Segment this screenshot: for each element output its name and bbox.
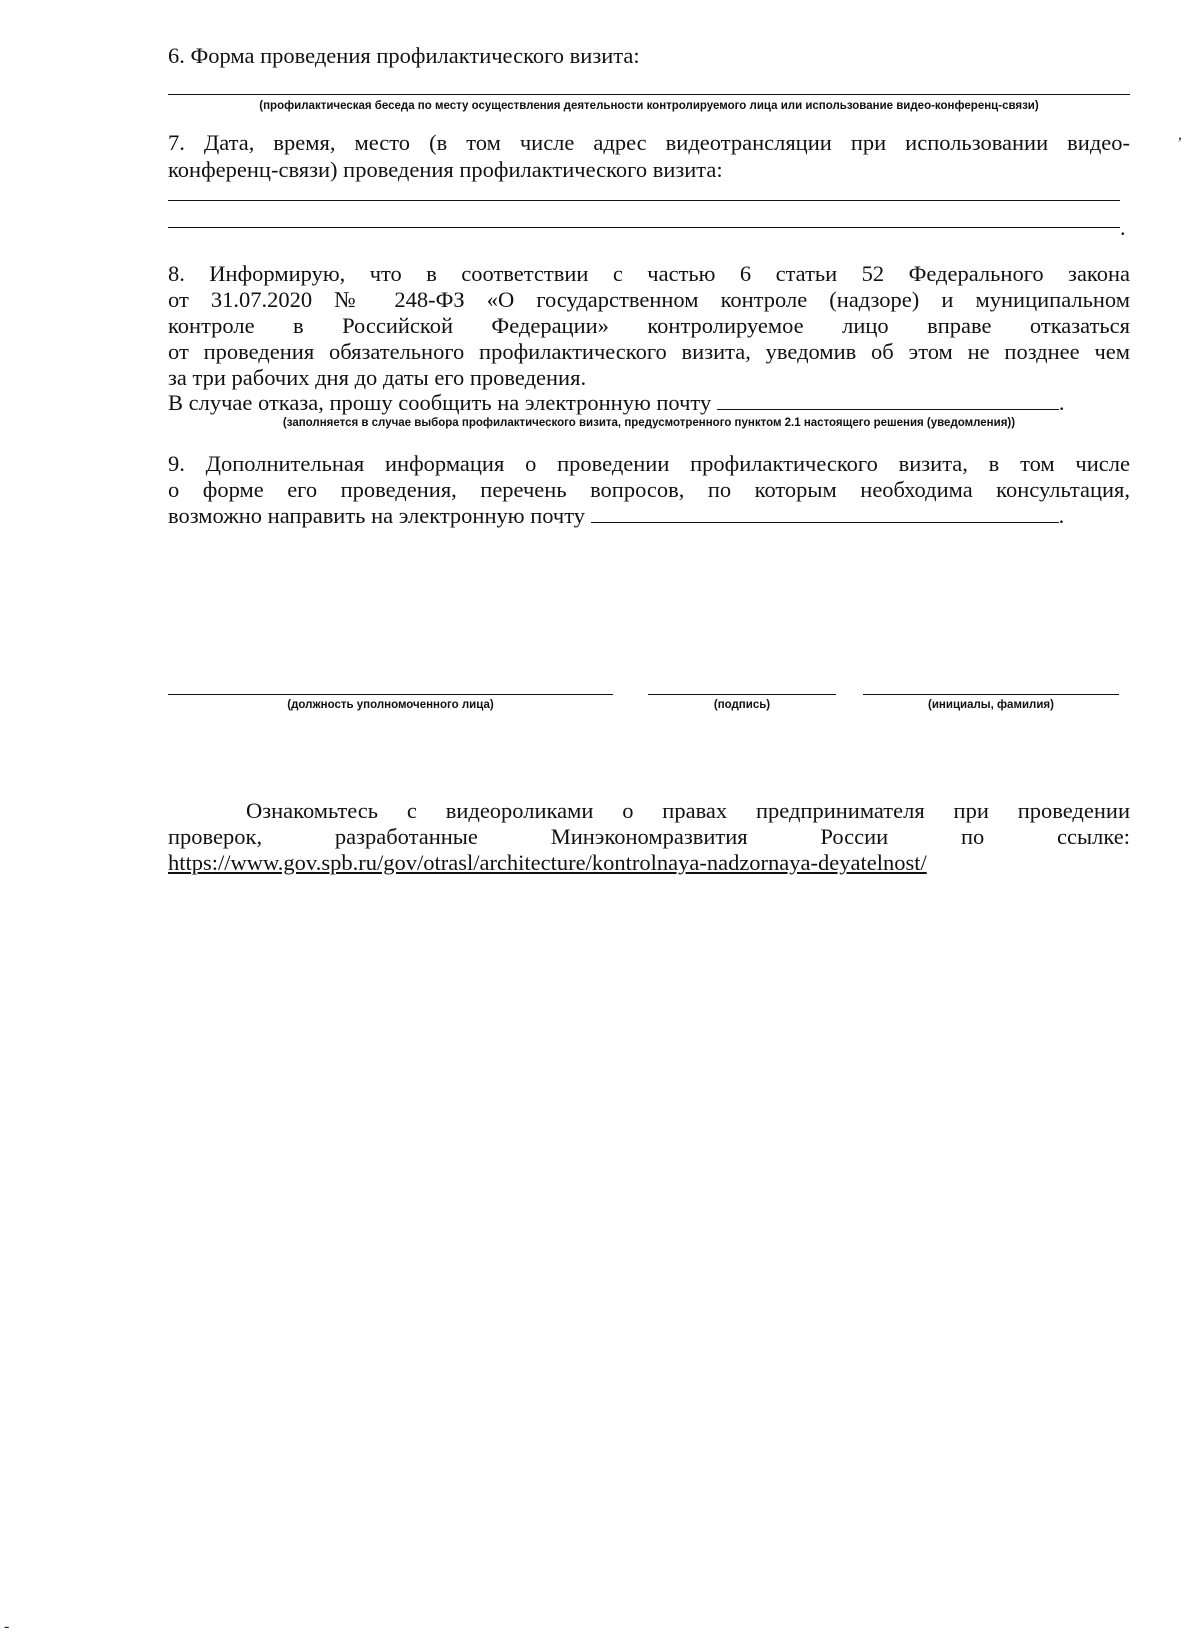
position-signature-field [168, 694, 613, 712]
section-9-line-3: возможно направить на электронную почту [168, 503, 586, 528]
section-8-caption: (заполняется в случае выбора профилактического визита, предусмотренного пунктом 2.1 настоящего решения (уведомления)) [282, 417, 1016, 429]
section-8-line-2: от 31.07.2020 № 248-ФЗ «О государственном контроле (надзоре) и муниципальном [168, 287, 1130, 312]
section-7-fill-line-2 [168, 227, 1120, 228]
section-8-end-dot: . [1058, 390, 1065, 415]
section-8-line-4: от проведения обязательного профилактического визита, уведомив об этом не позднее чем [168, 339, 1130, 364]
section-8-email-prompt: В случае отказа, прошу сообщить на электронную почту [168, 390, 712, 415]
notice-line-1: Ознакомьтесь с видеороликами о правах предпринимателя при проведении [246, 798, 1130, 823]
position-line[interactable] [168, 694, 613, 695]
section-8-line-5: за три рабочих дня до даты его проведения. [168, 365, 587, 390]
notice-line-2: проверок, разработанные Минэкономразвития России по ссылке: [168, 824, 1130, 849]
section-9-end-dot: . [1058, 503, 1065, 528]
notice-link-row [168, 849, 1130, 876]
section-9-line-1: 9. Дополнительная информация о проведении профилактического визита, в том числе [168, 451, 1130, 476]
name-caption: (инициалы, фамилия) [928, 699, 1054, 711]
scan-mark-top-right: , [1178, 126, 1182, 143]
section-8-line-3: контроле в Российской Федерации» контролируемое лицо вправе отказаться [168, 313, 1130, 338]
position-caption: (должность уполномоченного лица) [287, 699, 494, 711]
section-6-caption: (профилактическая беседа по месту осуществления деятельности контролируемого лица или использование видео-конференц-связи) [259, 100, 1039, 112]
section-9-email-row [168, 502, 1130, 529]
section-6-title: 6. Форма проведения профилактического визита: [168, 43, 640, 68]
notice-link[interactable]: https://www.gov.spb.ru/gov/otrasl/architecture/kontrolnaya-nadzornaya-deyatelnost/ [168, 850, 927, 875]
section-6-fill-line [168, 94, 1130, 95]
section-9-email-field[interactable] [591, 502, 1059, 523]
section-7-line-2: конференц-связи) проведения профилактического визита: [168, 157, 723, 182]
section-7-line-1: 7. Дата, время, место (в том числе адрес видеотрансляции при использовании видео- [168, 130, 1130, 155]
section-8-email-field[interactable] [717, 389, 1059, 410]
signature-line[interactable] [648, 694, 836, 695]
signature-caption: (подпись) [713, 699, 771, 711]
section-7-fill-line-1 [168, 200, 1120, 201]
name-line[interactable] [863, 694, 1119, 695]
section-8-line-1: 8. Информирую, что в соответствии с частью 6 статьи 52 Федерального закона [168, 261, 1130, 286]
section-8-email-row [168, 389, 1130, 416]
scan-mark-bottom-left: - [4, 1618, 10, 1635]
section-9-line-2: о форме его проведения, перечень вопросов, по которым необходима консультация, [168, 477, 1130, 502]
name-signature-field [863, 694, 1119, 712]
signature-field [648, 694, 836, 712]
section-7-end-dot: . [1120, 215, 1126, 240]
